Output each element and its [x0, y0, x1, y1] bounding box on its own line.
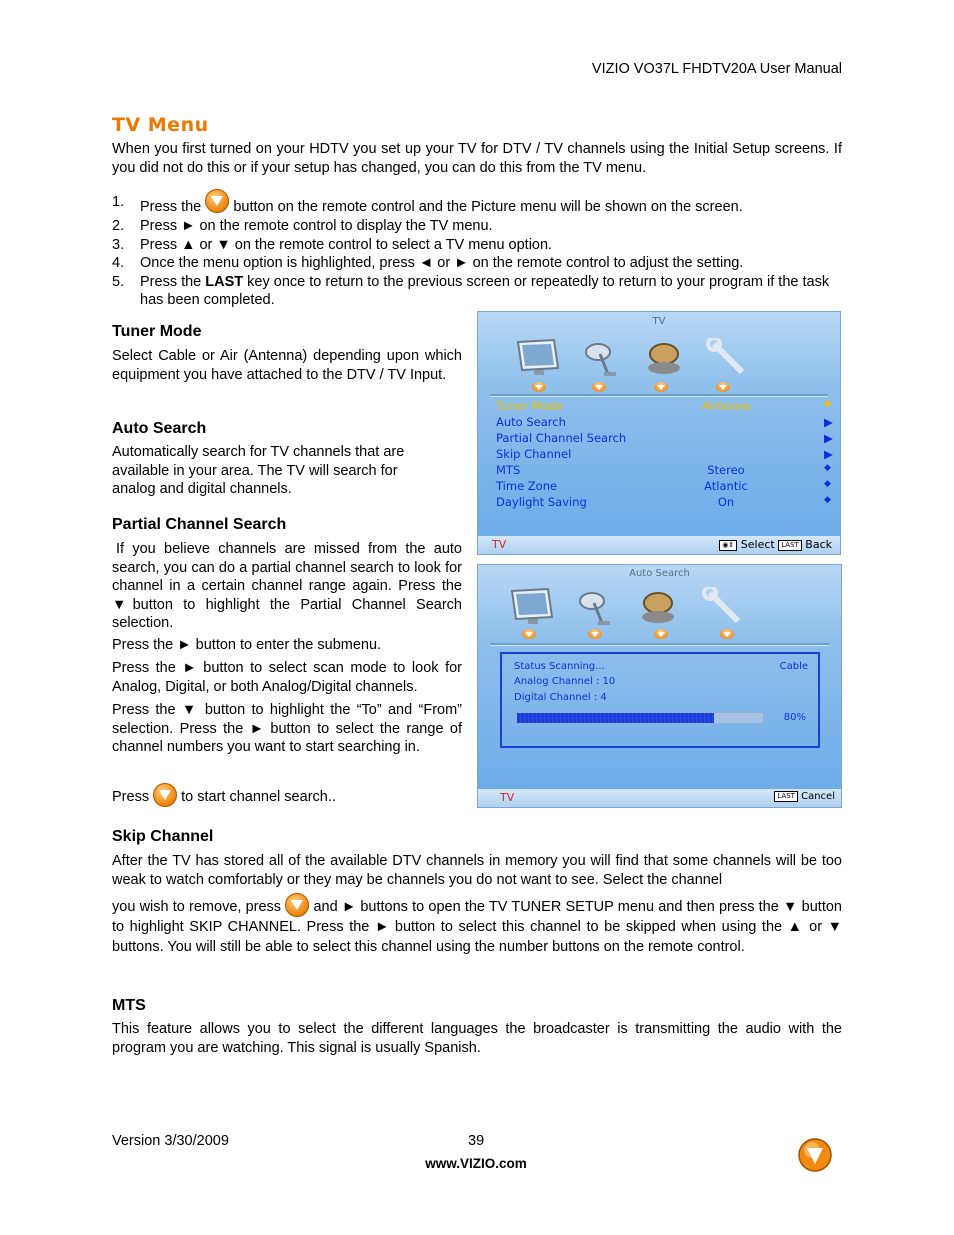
chevron-down-icon: [654, 629, 668, 639]
wrench-icon: [702, 587, 750, 627]
scan-status-panel: [500, 652, 820, 748]
skip-channel-line2: [112, 893, 842, 957]
steps-list: [112, 193, 842, 310]
chevron-down-icon: [588, 629, 602, 639]
screen-footer: [478, 789, 841, 807]
status-label: Status Scanning...: [514, 661, 605, 672]
chevron-right-icon: ▶: [824, 447, 833, 461]
wrench-icon: [706, 338, 754, 378]
satellite-dish-icon: [572, 587, 620, 627]
mts-text: This feature allows you to select the different languages the broadcaster is transmitting the audio with the program you are watching. This signal is usually Spanish.: [112, 1021, 842, 1056]
tuner-mode-text: Select Cable or Air (Antenna) depending upon which equipment you have attached to the DTV / TV Input.: [112, 348, 462, 383]
partial-search-p4: Press the ▼ button to highlight the “To” and “From” selection. Press the ► button to select the range of channel numbers you want to start searching in.: [112, 702, 462, 755]
status-value: Cable: [779, 661, 808, 672]
step-number: 1.: [112, 194, 125, 210]
partial-search-p3: Press the ► button to select scan mode to look for Analog, Digital, or both Analog/Digital channels.: [112, 660, 462, 695]
step-text: Press the: [140, 199, 202, 215]
analog-channel-count: Analog Channel : 10: [514, 676, 616, 687]
select-hint: Select: [740, 538, 775, 551]
auto-search-heading: Auto Search: [112, 420, 207, 437]
screen-caption: Auto Search: [629, 568, 690, 579]
step-number: 2.: [112, 218, 125, 234]
digital-channel-count: Digital Channel : 4: [514, 692, 607, 703]
vizio-v-button-icon: [205, 189, 229, 213]
footer-tv-label: TV: [492, 538, 507, 551]
chevron-down-icon: [532, 382, 546, 392]
screen-caption: TV: [652, 316, 666, 327]
text: you wish to remove, press: [112, 899, 282, 915]
chevron-down-icon: [592, 382, 606, 392]
menu-item-label: Daylight Saving: [496, 495, 587, 509]
menu-item-value: Antenna: [701, 399, 751, 413]
menu-item-auto-search[interactable]: [496, 415, 836, 429]
section-title: TV Menu: [112, 114, 209, 136]
partial-search-p2: Press the ► button to enter the submenu.: [112, 637, 382, 653]
last-key-icon: LAST: [778, 540, 802, 551]
menu-item-skip-channel[interactable]: [496, 447, 836, 461]
intro-paragraph: When you first turned on your HDTV you set up your TV for DTV / TV channels using the Initial Setup screens. If you did not do this or if your setup has changed, you can do this from the TV menu.: [112, 141, 842, 176]
menu-item-label: MTS: [496, 463, 521, 477]
page-number: 39: [468, 1133, 485, 1149]
tv-set-icon: [514, 338, 562, 378]
tuner-mode-heading: Tuner Mode: [112, 323, 202, 340]
partial-search-p5: [112, 783, 336, 807]
menu-item-label: Time Zone: [496, 479, 558, 493]
step-text: Press ▲ or ▼ on the remote control to select a TV menu option.: [140, 236, 553, 253]
menu-item-tuner-mode[interactable]: [496, 399, 836, 413]
chevron-down-icon: [522, 629, 536, 639]
vizio-v-button-icon: [153, 783, 177, 807]
list-item: [112, 217, 842, 236]
footer-version: Version 3/30/2009: [112, 1133, 229, 1149]
footer-hints: [774, 791, 835, 802]
text: Press: [112, 789, 150, 805]
mts-heading: MTS: [112, 997, 146, 1014]
divider: [490, 394, 828, 397]
chevron-down-icon: [716, 382, 730, 392]
step-text: Press the: [140, 273, 202, 290]
footer-tv-label: TV: [500, 791, 515, 804]
tv-set-icon: [508, 587, 556, 627]
chevron-right-icon: ▶: [824, 415, 833, 429]
last-key-label: LAST: [205, 273, 244, 290]
list-item: [112, 273, 842, 310]
ok-key-icon: ◉⇕: [719, 540, 737, 551]
divider: [490, 643, 829, 646]
step-number: 3.: [112, 236, 125, 253]
menu-item-label: Skip Channel: [496, 447, 572, 461]
list-item: [112, 254, 842, 273]
auto-search-text: Automatically search for TV channels that are available in your area. The TV will search for analog and digital channels.: [112, 444, 405, 497]
vizio-v-button-icon: [285, 893, 309, 917]
step-number: 4.: [112, 255, 125, 271]
tv-menu-screenshot: [477, 311, 841, 555]
menu-item-value: On: [717, 495, 735, 509]
menu-item-value: Stereo: [707, 463, 745, 477]
skip-channel-line1: After the TV has stored all of the available DTV channels in memory you will find that some channels will be too weak to watch comfortably or they may be channels you do not want to see. Select the channel: [112, 853, 842, 888]
screen-footer: [478, 536, 840, 554]
satellite-dish-gold-icon: [636, 587, 684, 627]
footer-hints: [719, 538, 832, 551]
footer-url[interactable]: www.VIZIO.com: [425, 1156, 527, 1171]
menu-item-time-zone[interactable]: [496, 479, 836, 493]
scan-progress-bar: [516, 712, 764, 724]
list-item: [112, 236, 842, 255]
back-hint: Back: [805, 538, 832, 551]
menu-item-label: Partial Channel Search: [496, 431, 627, 445]
text: to start channel search..: [181, 789, 336, 805]
menu-item-partial-channel-search[interactable]: [496, 431, 836, 445]
text: and ► buttons to open the TV TUNER SETUP menu and then press the ▼ button to highlight SKIP CHANNEL. Press the ► button to select this channel to be skipped when using the ▲ or ▼ buttons. You will still be able to select this channel using the number buttons on the remote control.: [112, 899, 842, 955]
list-item: [112, 193, 842, 217]
menu-item-daylight-saving[interactable]: [496, 495, 836, 509]
left-right-arrow-icon: ◆: [824, 479, 831, 489]
skip-channel-heading: Skip Channel: [112, 828, 214, 845]
satellite-dish-gold-icon: [642, 338, 690, 378]
last-key-icon: LAST: [774, 791, 798, 802]
menu-icon-row: [508, 338, 798, 398]
left-right-arrow-icon: ◆: [824, 495, 831, 505]
partial-search-heading: Partial Channel Search: [112, 516, 287, 533]
step-number: 5.: [112, 273, 125, 290]
vizio-logo-icon: [798, 1138, 832, 1172]
scan-progress-fill: [517, 713, 714, 723]
step-text: button on the remote control and the Picture menu will be shown on the screen.: [233, 199, 743, 215]
chevron-right-icon: ▶: [824, 431, 833, 445]
partial-search-p1: If you believe channels are missed from the auto search, you can do a partial channel search to look for channel in a certain channel range again. Press the ▼button to highlight the Partial Channel Search selection.: [112, 541, 462, 631]
step-text: Once the menu option is highlighted, press ◄ or ► on the remote control to adjust the setting.: [140, 255, 744, 271]
step-text: Press ► on the remote control to display the TV menu.: [140, 218, 493, 234]
menu-item-value: Atlantic: [704, 479, 748, 493]
left-right-arrow-icon: ◆: [824, 399, 831, 409]
manual-header-title: VIZIO VO37L FHDTV20A User Manual: [591, 61, 842, 77]
menu-item-label: Tuner Mode: [496, 399, 563, 413]
chevron-down-icon: [720, 629, 734, 639]
left-right-arrow-icon: ◆: [824, 463, 831, 473]
menu-item-label: Auto Search: [496, 415, 566, 429]
menu-item-mts[interactable]: [496, 463, 836, 477]
step-text: key once to return to the previous screen or repeatedly to return to your program if the task has been completed.: [140, 273, 830, 308]
chevron-down-icon: [654, 382, 668, 392]
cancel-hint: Cancel: [801, 791, 835, 802]
menu-icon-row: [508, 587, 798, 647]
scan-progress-percent: 80%: [783, 712, 806, 723]
auto-search-screenshot: [477, 564, 842, 808]
satellite-dish-icon: [578, 338, 626, 378]
